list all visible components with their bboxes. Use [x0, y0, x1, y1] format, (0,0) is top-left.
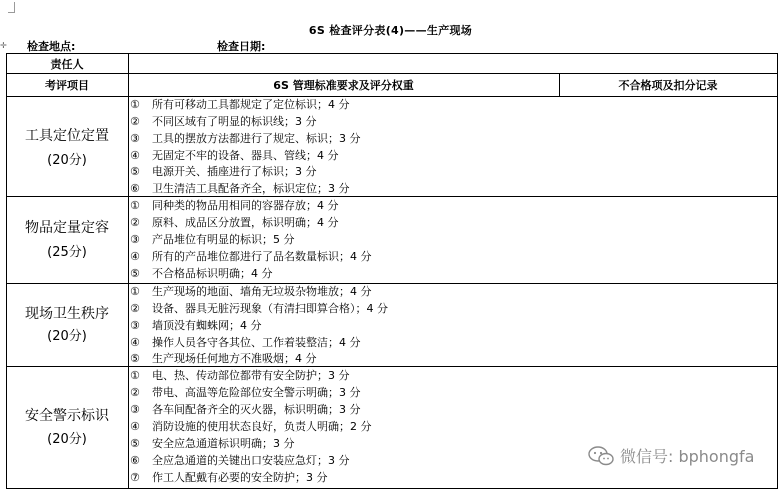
list-item: ③ 工具的摆放方法都进行了规定、标识；3 分 [130, 132, 361, 145]
list-item: ⑤ 安全应急通道标识明确；3 分 [130, 437, 295, 450]
list-item: ③ 产品堆位有明显的标识；5 分 [130, 233, 295, 246]
header-record: 不合格项及扣分记录 [618, 79, 718, 92]
category-score: (20分) [47, 329, 87, 344]
list-item: ④ 所有的产品堆位都进行了品名数量标识；4 分 [130, 250, 372, 263]
list-item: ④ 消防设施的使用状态良好，负责人明确；2 分 [130, 420, 372, 433]
category-score: (20分) [47, 153, 87, 168]
list-item: ⑥ 全应急通道的关键出口安装应急灯；3 分 [130, 454, 350, 467]
watermark [588, 444, 754, 467]
page-corner-mark [8, 2, 15, 13]
list-item: ① 所有可移动工具都规定了定位标识；4 分 [130, 98, 350, 111]
list-item: ② 设备、器具无脏污现象（有清扫即算合格）；4 分 [130, 302, 388, 315]
list-item: ② 不同区域有了明显的标识线；3 分 [130, 115, 317, 128]
date-label: 检查日期: [217, 40, 266, 53]
responsible-label: 责任人 [50, 58, 84, 71]
category-name: 物品定量定容 [25, 220, 109, 236]
list-item: ⑤ 不合格品标识明确；4 分 [130, 267, 273, 280]
watermark-text: 微信号: bphongfa [620, 447, 755, 466]
list-item: ① 同种类的物品用相同的容器存放；4 分 [130, 199, 339, 212]
list-item: ⑦ 作工人配戴有必要的安全防护；3 分 [130, 471, 328, 484]
list-item: ① 生产现场的地面、墙角无垃圾杂物堆放；4 分 [130, 285, 372, 298]
category-score: (25分) [47, 245, 87, 260]
list-item: ⑤ 生产现场任何地方不准吸烟；4 分 [130, 352, 317, 365]
location-label: 检查地点: [27, 40, 76, 53]
list-item: ③ 各车间配备齐全的灭火器，标识明确；3 分 [130, 403, 361, 416]
category-name: 工具定位定置 [25, 128, 109, 144]
category-score: (20分) [47, 432, 87, 447]
list-item: ③ 墙顶没有蜘蛛网；4 分 [130, 319, 262, 332]
list-item: ① 电、热、传动部位都带有安全防护；3 分 [130, 369, 350, 382]
category-name: 安全警示标识 [25, 408, 109, 424]
wechat-icon [588, 446, 614, 466]
paragraph-mark-icon: ✛ [0, 41, 7, 50]
list-item: ② 带电、高温等危险部位安全警示明确；3 分 [130, 386, 361, 399]
list-item: ⑥ 卫生清洁工具配备齐全，标识定位；3 分 [130, 182, 350, 195]
list-item: ⑤ 电源开关、插座进行了标识；3 分 [130, 165, 317, 178]
header-standard: 6S 管理标准要求及评分权重 [273, 79, 414, 92]
page-title: 6S 检查评分表(4)——生产现场 [308, 24, 473, 37]
score-table [6, 53, 778, 491]
list-item: ④ 操作人员各守各其位、工作着装整洁；4 分 [130, 336, 361, 349]
list-item: ② 原料、成品区分放置，标识明确；4 分 [130, 216, 339, 229]
header-project: 考评项目 [45, 79, 89, 92]
list-item: ④ 无固定不牢的设备、器具、管线；4 分 [130, 149, 339, 162]
category-name: 现场卫生秩序 [25, 306, 109, 322]
